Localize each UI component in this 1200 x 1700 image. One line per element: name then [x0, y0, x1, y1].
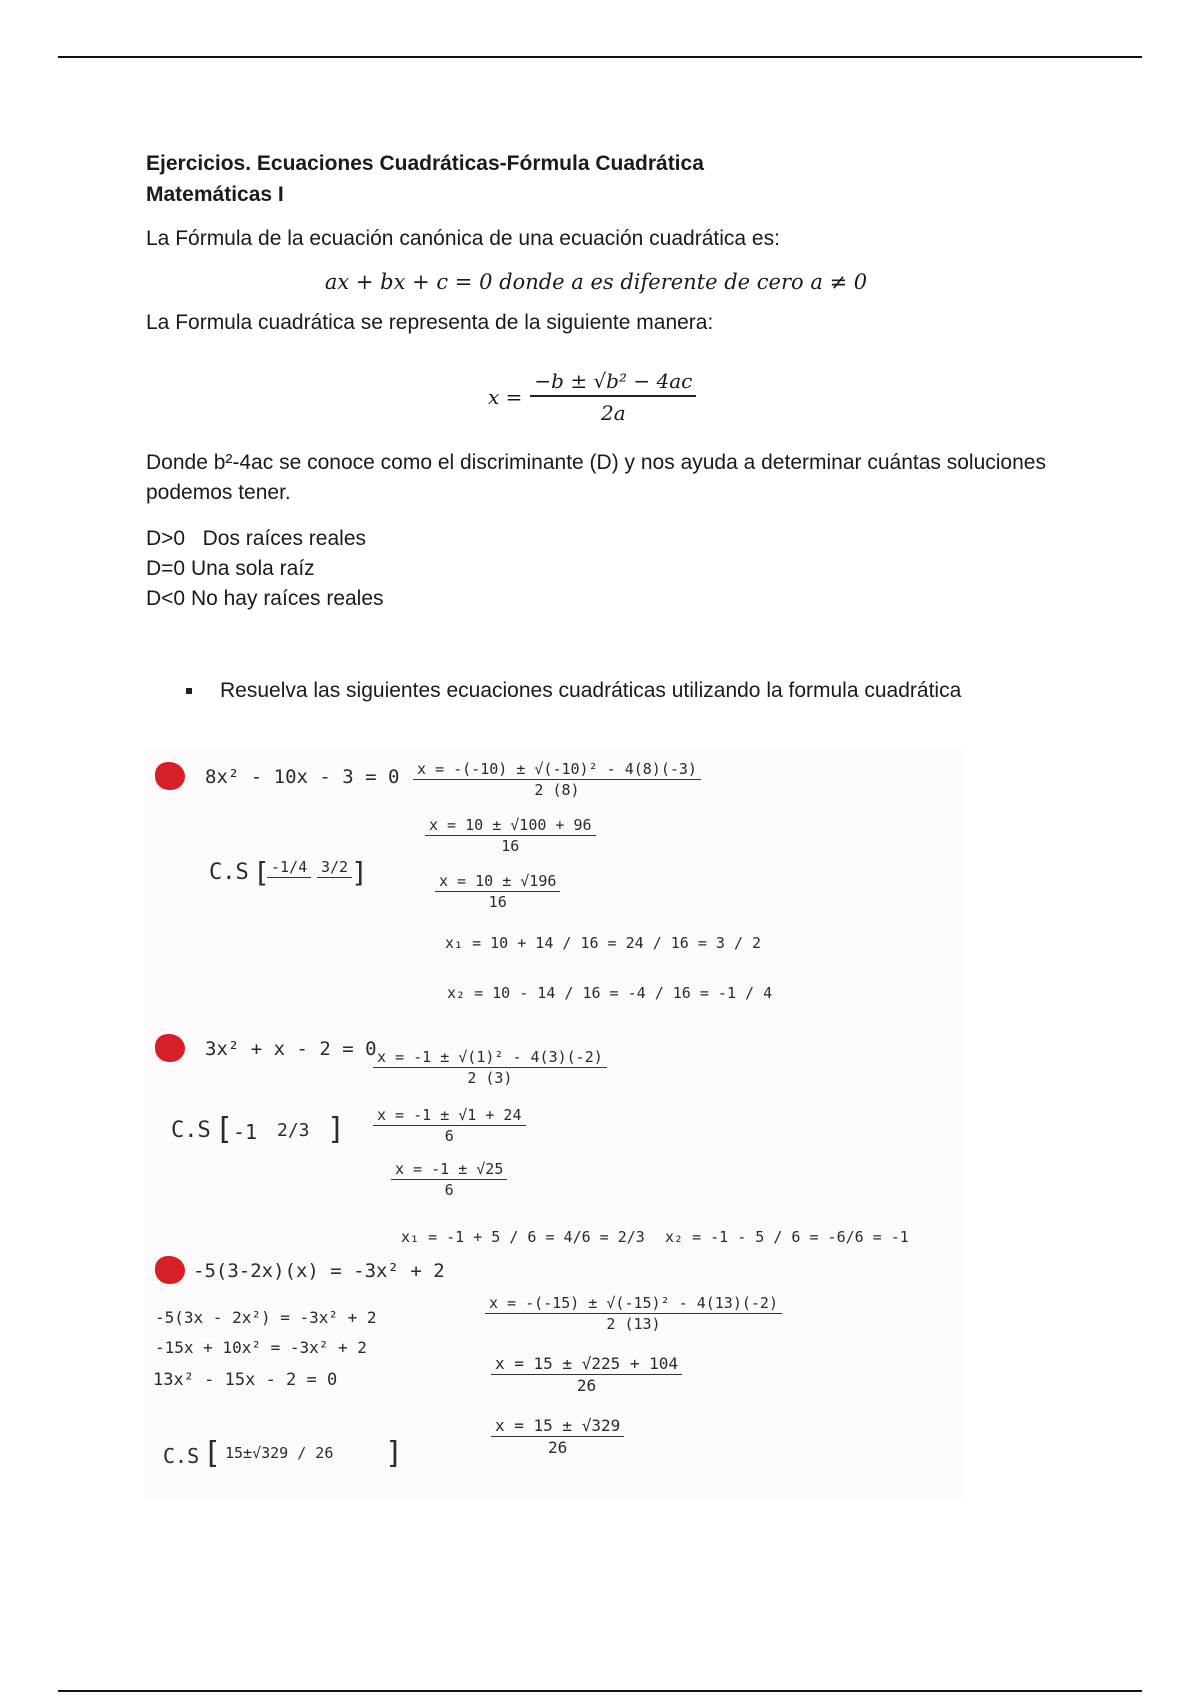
exercise-1-step-3 [435, 872, 560, 911]
red-marker-icon [155, 1034, 185, 1062]
exercise-3-line-2: -5(3x - 2x²) = -3x² + 2 [155, 1308, 377, 1327]
exercise-3-equation: -5(3-2x)(x) = -3x² + 2 [193, 1260, 445, 1282]
quadratic-formula [488, 369, 696, 425]
case-zero: D=0 Una sola raíz [146, 557, 315, 580]
exercise-3-line-4: 13x² - 15x - 2 = 0 [153, 1370, 338, 1390]
red-marker-icon [155, 762, 185, 790]
step-numerator: x = 15 ± √225 + 104 [491, 1354, 682, 1375]
step-denominator: 16 [501, 837, 520, 855]
step-numerator: x = 10 ± √196 [435, 872, 560, 892]
step-denominator: 2 (3) [467, 1069, 513, 1087]
exercise-1-step-1 [413, 760, 701, 799]
exercise-3-step-2 [491, 1354, 682, 1395]
quadratic-fraction [530, 369, 696, 425]
exercise-2-solution-a: -1 [233, 1120, 258, 1144]
exercise-2-equation: 3x² + x - 2 = 0 [205, 1038, 377, 1060]
bracket-close-icon: ] [351, 856, 368, 889]
instruction-item [186, 676, 986, 706]
bracket-close-icon: ] [385, 1436, 404, 1471]
step-denominator: 6 [444, 1181, 454, 1199]
step-numerator: x = 10 ± √100 + 96 [425, 816, 596, 836]
exercise-2-step-2 [373, 1106, 526, 1145]
exercise-1-cs-label: C.S [209, 860, 249, 885]
solution-value: 3/2 [317, 858, 352, 878]
exercise-3-line-3: -15x + 10x² = -3x² + 2 [155, 1338, 367, 1357]
document-subtitle: Matemáticas I [146, 183, 284, 206]
step-numerator: x = 15 ± √329 [491, 1416, 624, 1437]
step-numerator: x = -1 ± √1 + 24 [373, 1106, 526, 1126]
exercise-2-x2: x₂ = -1 - 5 / 6 = -6/6 = -1 [665, 1228, 909, 1246]
step-numerator: x = -1 ± √(1)² - 4(3)(-2) [373, 1048, 607, 1068]
canonical-text: La Fórmula de la ecuación canónica de una ecuación cuadrática es: [146, 227, 780, 250]
step-numerator: x = -(-15) ± √(-15)² - 4(13)(-2) [485, 1294, 782, 1314]
step-denominator: 2 (13) [606, 1315, 661, 1333]
exercise-3-cs-label: C.S [163, 1444, 200, 1468]
exercise-1-equation: 8x² - 10x - 3 = 0 [205, 766, 400, 788]
exercise-1-solution-a [267, 858, 311, 878]
exercise-2-cs-label: C.S [171, 1118, 211, 1143]
step-denominator: 26 [576, 1376, 597, 1395]
bullet-icon [186, 688, 192, 694]
bracket-open-icon: [ [203, 1436, 222, 1471]
exercise-2-solution-b: 2/3 [277, 1120, 310, 1141]
solution-value: -1/4 [267, 858, 311, 878]
step-denominator: 16 [488, 893, 507, 911]
quadratic-denominator: 2a [601, 401, 626, 425]
exercise-1-x2: x₂ = 10 - 14 / 16 = -4 / 16 = -1 / 4 [447, 984, 773, 1002]
case-positive: D>0 Dos raíces reales [146, 527, 367, 550]
exercise-3-step-3 [491, 1416, 624, 1457]
bracket-open-icon: [ [215, 1112, 234, 1147]
exercise-1-solution-b [317, 858, 352, 878]
exercise-3-solution: 15±√329 / 26 [225, 1444, 334, 1462]
step-denominator: 2 (8) [534, 781, 580, 799]
document-title: Ejercicios. Ecuaciones Cuadráticas-Fórmula Cuadrática [146, 152, 704, 175]
quadratic-text: La Formula cuadrática se representa de la siguiente manera: [146, 311, 714, 334]
quadratic-numerator: −b ± √b² − 4ac [530, 369, 696, 397]
step-numerator: x = -(-10) ± √(-10)² - 4(8)(-3) [413, 760, 701, 780]
exercise-1-step-2 [425, 816, 596, 855]
step-numerator: x = -1 ± √25 [391, 1160, 507, 1180]
exercise-1-x1: x₁ = 10 + 14 / 16 = 24 / 16 = 3 / 2 [445, 934, 762, 952]
exercise-2-step-3 [391, 1160, 507, 1199]
case-negative: D<0 No hay raíces reales [146, 587, 384, 610]
discriminant-cases [146, 524, 384, 614]
document-body [146, 148, 1046, 338]
handwritten-solutions [145, 748, 963, 1500]
top-rule [58, 56, 1142, 58]
instruction-text: Resuelva las siguientes ecuaciones cuadráticas utilizando la formula cuadrática [220, 679, 962, 702]
exercise-2-step-1 [373, 1048, 607, 1087]
red-marker-icon [155, 1256, 185, 1284]
bracket-open-icon: [ [253, 856, 270, 889]
step-denominator: 6 [444, 1127, 454, 1145]
step-denominator: 26 [547, 1438, 568, 1457]
bottom-rule [58, 1690, 1142, 1692]
canonical-formula: ax + bx + c = 0 donde a es diferente de cero a ≠ 0 [324, 270, 868, 294]
discriminant-text: Donde b²-4ac se conoce como el discriminante (D) y nos ayuda a determinar cuántas soluciones podemos tener. [146, 451, 1046, 504]
quadratic-lhs: x = [488, 385, 523, 409]
exercise-2-x1: x₁ = -1 + 5 / 6 = 4/6 = 2/3 [401, 1228, 645, 1246]
exercise-3-step-1 [485, 1294, 782, 1333]
bracket-close-icon: ] [327, 1112, 346, 1147]
